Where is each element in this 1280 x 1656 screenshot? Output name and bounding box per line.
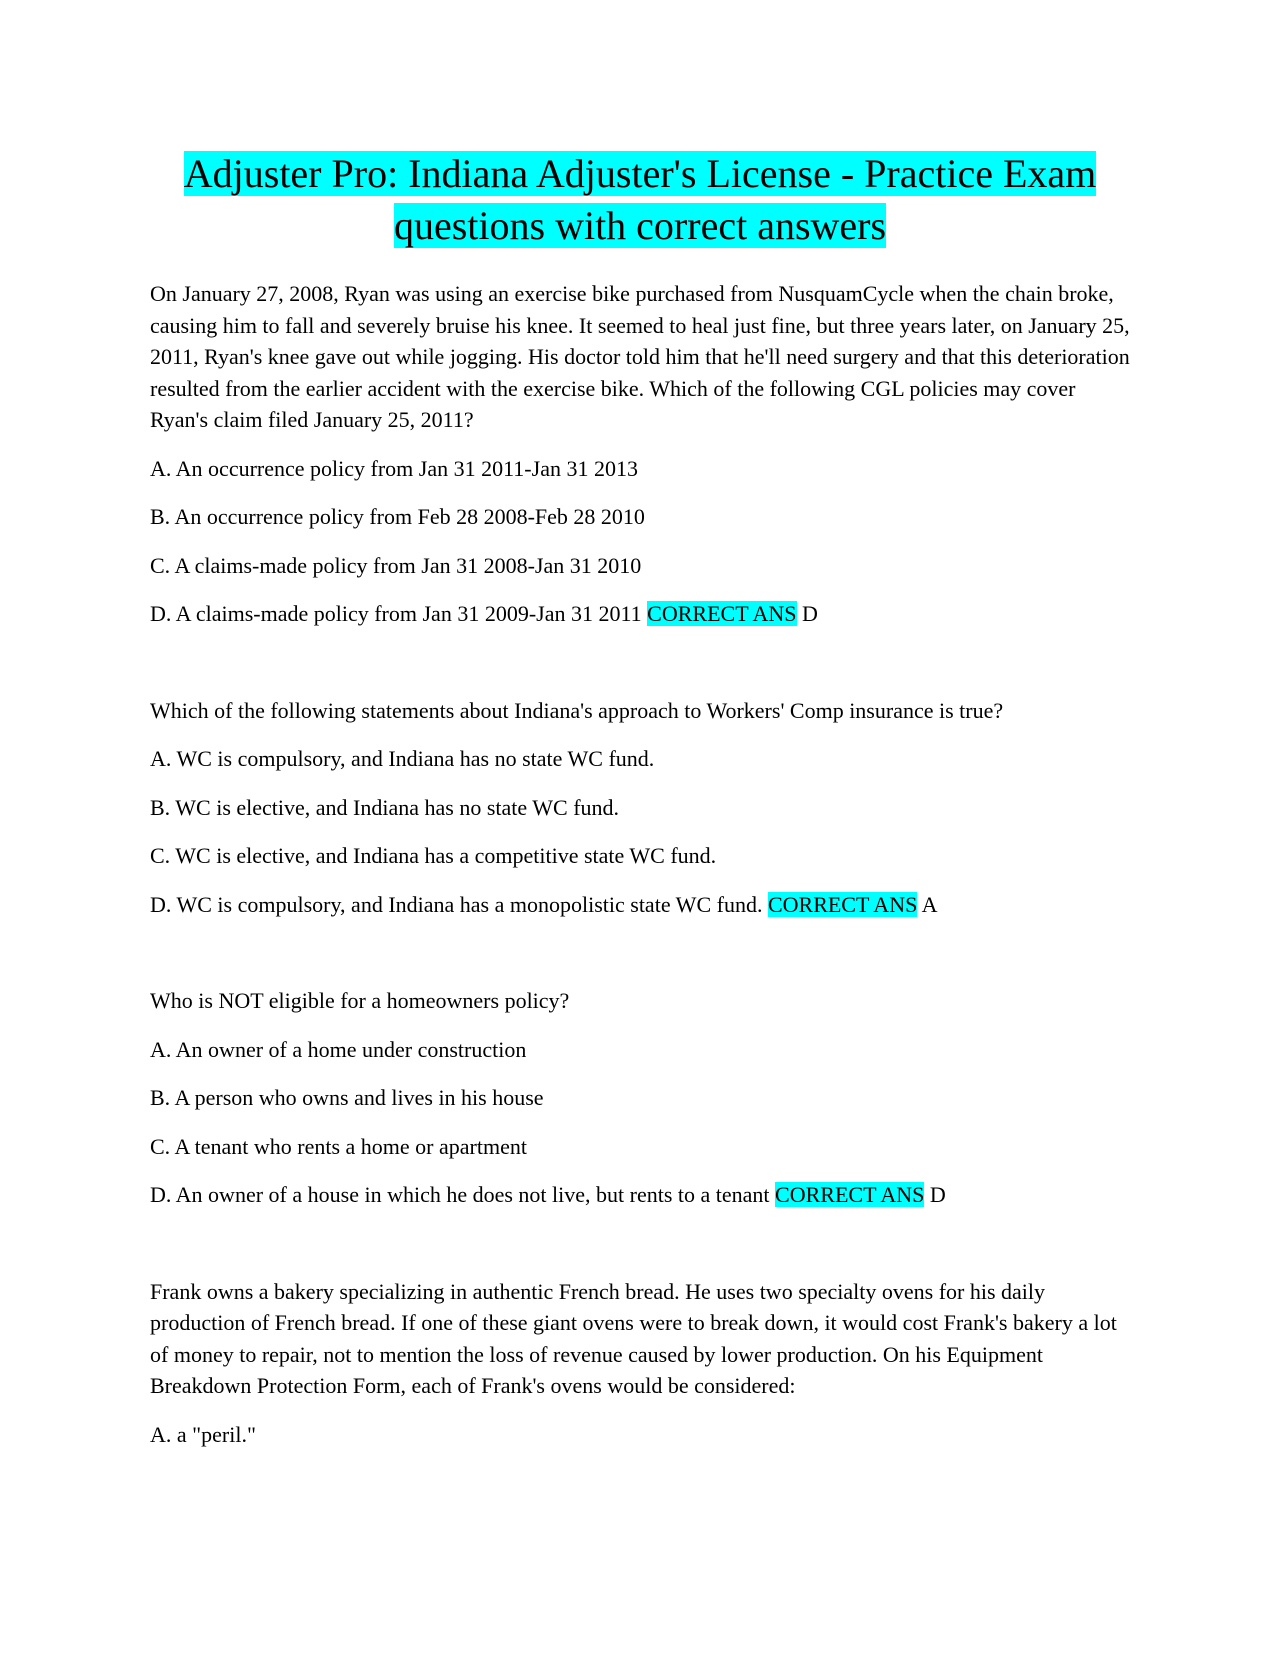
option-d [150, 598, 1130, 630]
option-c: C. A tenant who rents a home or apartment [150, 1133, 527, 1159]
option-b: B. An occurrence policy from Feb 28 2008-Feb 28 2010 [150, 504, 645, 529]
document-page [150, 148, 1130, 1467]
question-spacer [150, 647, 1130, 695]
option-a: A. An owner of a home under construction [150, 1036, 527, 1062]
option-d-text: D. An owner of a house in which he does not live, but rents to a tenant [150, 1182, 770, 1207]
document-title [150, 148, 1130, 252]
correct-answer-letter: D [802, 601, 818, 626]
question-text: On January 27, 2008, Ryan was using an exercise bike purchased from NusquamCycle when the chain broke, causing him to fall and severely bruise his knee. It seemed to heal just fine, but three years later, on January 25, 2011, Ryan's knee gave out while jogging. His doctor told him that he'll need surgery and that this deterioration resulted from the earlier accident with the exercise bike. Which of the following CGL policies may cover Ryan's claim filed January 25, 2011? [150, 281, 1130, 432]
option-c: C. A claims-made policy from Jan 31 2008-Jan 31 2010 [150, 552, 642, 578]
question-2 [150, 695, 1130, 921]
title-line-2: questions with correct answers [393, 203, 887, 248]
correct-answer-letter: A [921, 891, 938, 917]
title-line-1: Adjuster Pro: Indiana Adjuster's License - Practice Exam [183, 151, 1097, 196]
option-d-text: D. WC is compulsory, and Indiana has a monopolistic state WC fund. [150, 891, 763, 917]
option-a: A. WC is compulsory, and Indiana has no state WC fund. [150, 746, 655, 771]
option-b: B. A person who owns and lives in his house [150, 1085, 544, 1110]
option-b: B. WC is elective, and Indiana has no state WC fund. [150, 794, 620, 820]
option-d-text: D. A claims-made policy from Jan 31 2009-Jan 31 2011 [150, 601, 642, 626]
option-a: A. An occurrence policy from Jan 31 2011-Jan 31 2013 [150, 455, 638, 481]
question-1 [150, 278, 1130, 630]
question-4 [150, 1276, 1130, 1451]
question-text: Frank owns a bakery specializing in authentic French bread. He uses two specialty ovens for his daily production of French bread. If one of these giant ovens were to break down, it would cost Frank's bakery a lot of money to repair, not to mention the loss of revenue caused by lower production. On his Equipment Breakdown Protection Form, each of Frank's ovens would be considered: [150, 1278, 1117, 1398]
correct-answer-letter: D [929, 1182, 946, 1207]
option-d [150, 1179, 1130, 1211]
question-text: Who is NOT eligible for a homeowners policy? [150, 988, 570, 1013]
question-spacer [150, 937, 1130, 985]
option-d [150, 889, 1130, 921]
correct-answer-marker: CORRECT ANS [775, 1182, 925, 1207]
question-text: Which of the following statements about Indiana's approach to Workers' Comp insurance is true? [150, 697, 1004, 723]
correct-answer-marker: CORRECT ANS [647, 601, 797, 626]
correct-answer-marker: CORRECT ANS [767, 891, 918, 917]
question-spacer [150, 1228, 1130, 1276]
option-a: A. a "peril." [150, 1421, 256, 1447]
question-3 [150, 985, 1130, 1211]
option-c: C. WC is elective, and Indiana has a competitive state WC fund. [150, 843, 717, 868]
